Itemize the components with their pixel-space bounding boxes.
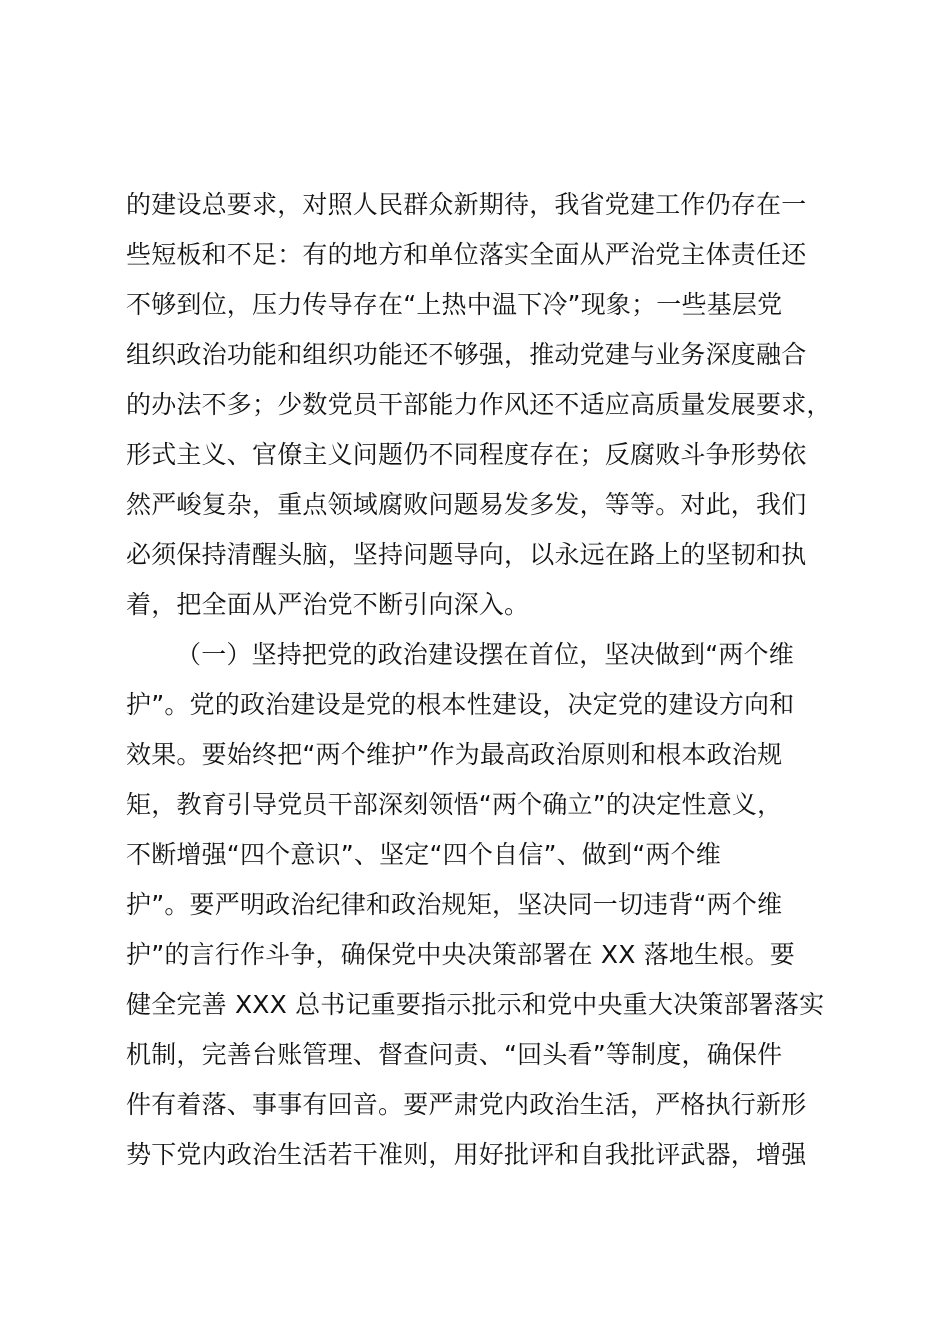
- text-line: 组织政治功能和组织功能还不够强，推动党建与业务深度融合: [126, 340, 807, 369]
- text-line: 不断增强“四个意识”、坚定“四个自信”、做到“两个维: [126, 840, 721, 869]
- text-line: 效果。要始终把“两个维护”作为最高政治原则和根本政治规: [126, 740, 783, 769]
- body-text: [126, 180, 836, 1180]
- text-line: 着，把全面从严治党不断引向深入。: [126, 590, 530, 619]
- text-line: 必须保持清醒头脑，坚持问题导向，以永远在路上的坚韧和执: [126, 540, 807, 569]
- text-line: 些短板和不足：有的地方和单位落实全面从严治党主体责任还: [126, 240, 807, 269]
- text-line: 健全完善 XXX 总书记重要指示批示和党中央重大决策部署落实: [126, 990, 825, 1019]
- text-line: 机制，完善台账管理、督查问责、“回头看”等制度，确保件: [126, 1040, 783, 1069]
- text-line: 势下党内政治生活若干准则，用好批评和自我批评武器，增强: [126, 1140, 807, 1169]
- text-line: 护”。党的政治建设是党的根本性建设，决定党的建设方向和: [126, 690, 795, 719]
- text-line: 不够到位，压力传导存在“上热中温下冷”现象；一些基层党: [126, 290, 783, 319]
- text-line: 形式主义、官僚主义问题仍不同程度存在；反腐败斗争形势依: [126, 440, 807, 469]
- text-line: 的建设总要求，对照人民群众新期待，我省党建工作仍存在一: [126, 190, 807, 219]
- text-line: 护”的言行作斗争，确保党中央决策部署在 XX 落地生根。要: [126, 940, 795, 969]
- section-heading-line: （一）坚持把党的政治建设摆在首位，坚决做到“两个维: [176, 640, 794, 669]
- text-line: 件有着落、事事有回音。要严肃党内政治生活，严格执行新形: [126, 1090, 807, 1119]
- text-line: 护”。要严明政治纪律和政治规矩，坚决同一切违背“两个维: [126, 890, 783, 919]
- text-line: 然严峻复杂，重点领域腐败问题易发多发，等等。对此，我们: [126, 490, 807, 519]
- text-line: 的办法不多；少数党员干部能力作风还不适应高质量发展要求，: [126, 390, 832, 419]
- text-line: 矩，教育引导党员干部深刻领悟“两个确立”的决定性意义，: [126, 790, 783, 819]
